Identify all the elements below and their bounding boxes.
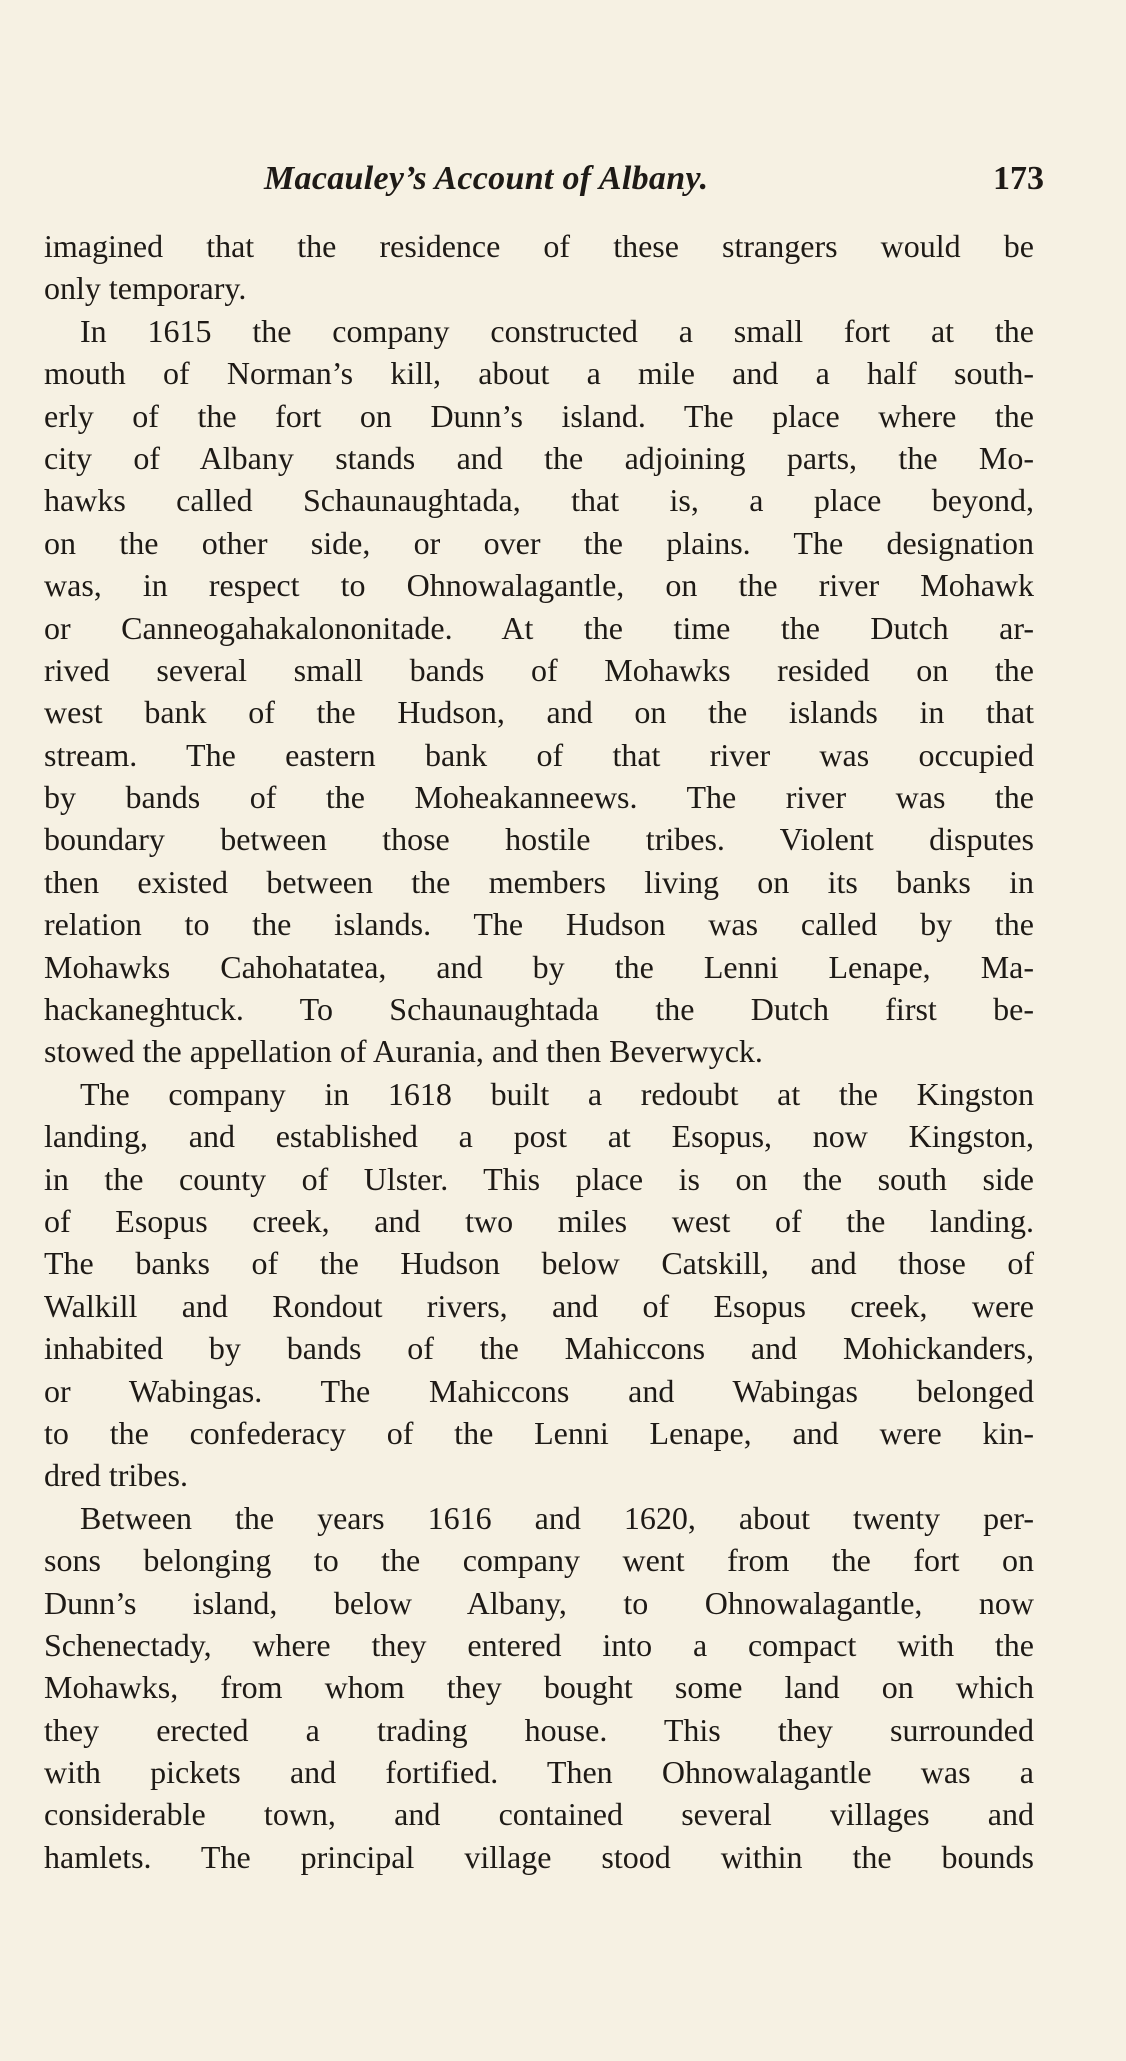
text-line: only temporary. bbox=[44, 270, 247, 307]
text-line: The banks of the Hudson below Catskill, and those of bbox=[44, 1245, 1034, 1282]
text-line: relation to the islands. The Hudson was called by the bbox=[44, 906, 1034, 943]
running-title: Macauley’s Account of Albany. bbox=[264, 160, 709, 197]
text-line: hackaneghtuck. To Schaunaughtada the Dutch first be- bbox=[44, 991, 1034, 1028]
text-line: Schenectady, where they entered into a compact with the bbox=[44, 1626, 1034, 1663]
text-line: hawks called Schaunaughtada, that is, a place beyond, bbox=[44, 482, 1034, 519]
text-line: Between the years 1616 and 1620, about twenty per- bbox=[80, 1499, 1034, 1536]
text-line: to the confederacy of the Lenni Lenape, and were kin- bbox=[44, 1414, 1034, 1451]
text-line: boundary between those hostile tribes. Violent disputes bbox=[44, 821, 1034, 858]
text-line: they erected a trading house. This they surrounded bbox=[44, 1711, 1034, 1748]
text-line: by bands of the Moheakanneews. The river was the bbox=[44, 779, 1034, 816]
text-line: mouth of Norman’s kill, about a mile and a half south- bbox=[44, 355, 1034, 392]
page-number: 173 bbox=[993, 160, 1044, 197]
text-line: or Wabingas. The Mahiccons and Wabingas belonged bbox=[44, 1372, 1034, 1409]
text-line: Mohawks, from whom they bought some land on which bbox=[44, 1669, 1034, 1706]
text-line: was, in respect to Ohnowalagantle, on the river Mohawk bbox=[44, 567, 1034, 604]
text-line: sons belonging to the company went from the fort on bbox=[44, 1542, 1034, 1579]
text-line: erly of the fort on Dunn’s island. The place where the bbox=[44, 397, 1034, 434]
text-line: inhabited by bands of the Mahiccons and Mohickanders, bbox=[44, 1330, 1034, 1367]
text-line: on the other side, or over the plains. The designation bbox=[44, 524, 1034, 561]
text-line: of Esopus creek, and two miles west of the landing. bbox=[44, 1202, 1034, 1239]
body-text bbox=[44, 225, 1034, 1878]
text-line: stream. The eastern bank of that river was occupied bbox=[44, 736, 1034, 773]
text-line: west bank of the Hudson, and on the islands in that bbox=[44, 694, 1034, 731]
text-line: Walkill and Rondout rivers, and of Esopus creek, were bbox=[44, 1287, 1034, 1324]
text-line: considerable town, and contained several villages and bbox=[44, 1796, 1034, 1833]
text-line: Dunn’s island, below Albany, to Ohnowalagantle, now bbox=[44, 1584, 1034, 1621]
text-line: stowed the appellation of Aurania, and then Beverwyck. bbox=[44, 1033, 763, 1070]
text-line: then existed between the members living on its banks in bbox=[44, 863, 1034, 900]
text-line: city of Albany stands and the adjoining parts, the Mo- bbox=[44, 439, 1034, 476]
text-line: with pickets and fortified. Then Ohnowalagantle was a bbox=[44, 1754, 1034, 1791]
text-line: landing, and established a post at Esopus, now Kingston, bbox=[44, 1118, 1034, 1155]
text-line: dred tribes. bbox=[44, 1457, 188, 1494]
text-line: In 1615 the company constructed a small fort at the bbox=[80, 312, 1034, 349]
running-head bbox=[264, 156, 1044, 202]
text-line: in the county of Ulster. This place is on the south side bbox=[44, 1160, 1034, 1197]
text-line: Mohawks Cahohatatea, and by the Lenni Lenape, Ma- bbox=[44, 948, 1034, 985]
text-line: The company in 1618 built a redoubt at the Kingston bbox=[80, 1075, 1034, 1112]
text-line: hamlets. The principal village stood within the bounds bbox=[44, 1838, 1034, 1875]
text-line: rived several small bands of Mohawks resided on the bbox=[44, 651, 1034, 688]
text-line: or Canneogahakalononitade. At the time the Dutch ar- bbox=[44, 609, 1034, 646]
text-line: imagined that the residence of these strangers would be bbox=[44, 228, 1034, 264]
